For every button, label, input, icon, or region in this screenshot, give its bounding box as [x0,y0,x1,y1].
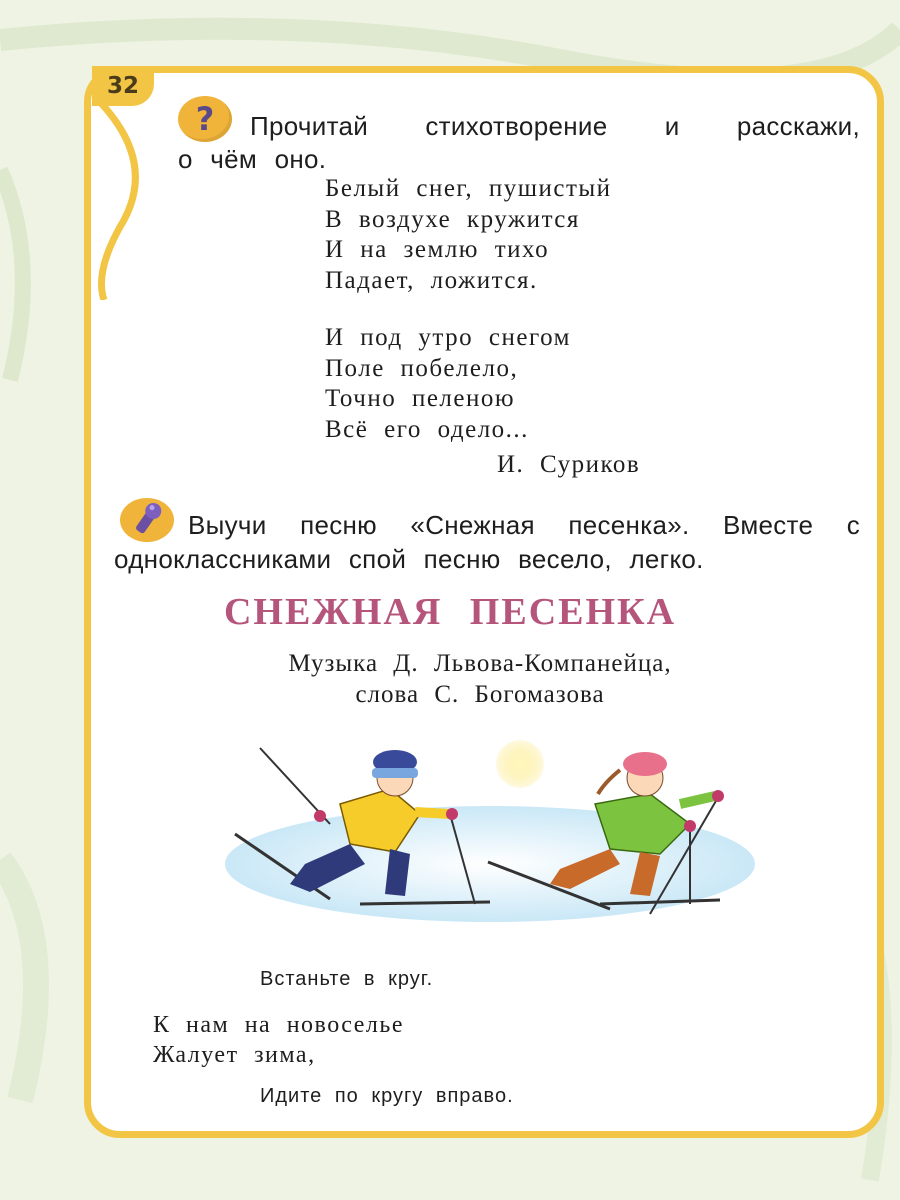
microphone-icon [118,496,176,544]
poem-stanza-1 [325,174,612,296]
poem-line: Всё его одело... [325,415,529,443]
song-lyrics [153,1010,404,1070]
lyrics-line: К нам на новоселье [153,1012,404,1038]
task1-text-line1: Прочитай стихотворение и расскажи, [250,111,860,141]
instruction-form-circle: Встаньте в круг. [260,968,434,990]
poem-stanza-2 [325,323,571,445]
task2-text-line2: одноклассниками спой песню весело, легко. [114,544,704,574]
page-number-badge [92,66,154,106]
poem-line: В воздухе кружится [325,205,580,233]
instruction-walk-right: Идите по кругу вправо. [260,1085,514,1107]
poem-author: И. Суриков [497,451,641,478]
margin-curve-decoration [84,100,164,300]
poem-line: Точно пеленою [325,385,516,412]
task1-text-line2: о чём оно. [178,144,327,174]
skiing-children-illustration [220,734,760,924]
poem-line: Белый снег, пушистый [325,175,612,202]
song-credits [220,648,740,710]
poem-line: Падает, ложится. [325,266,538,294]
poem-line: Поле побелело, [325,354,519,382]
poem-line: И на землю тихо [325,236,550,263]
page-number: 32 [106,73,139,99]
poem-line: И под утро снегом [325,324,571,351]
lyrics-line: Жалует зима, [153,1042,316,1068]
task2-text-line1: Выучи песню «Снежная песенка». Вместе с [188,510,860,540]
credits-lyrics: слова С. Богомазова [355,681,605,708]
credits-music: Музыка Д. Львова-Компанейца, [288,650,672,677]
song-title: СНЕЖНАЯ ПЕСЕНКА [223,591,677,633]
question-icon: ? [178,96,232,142]
